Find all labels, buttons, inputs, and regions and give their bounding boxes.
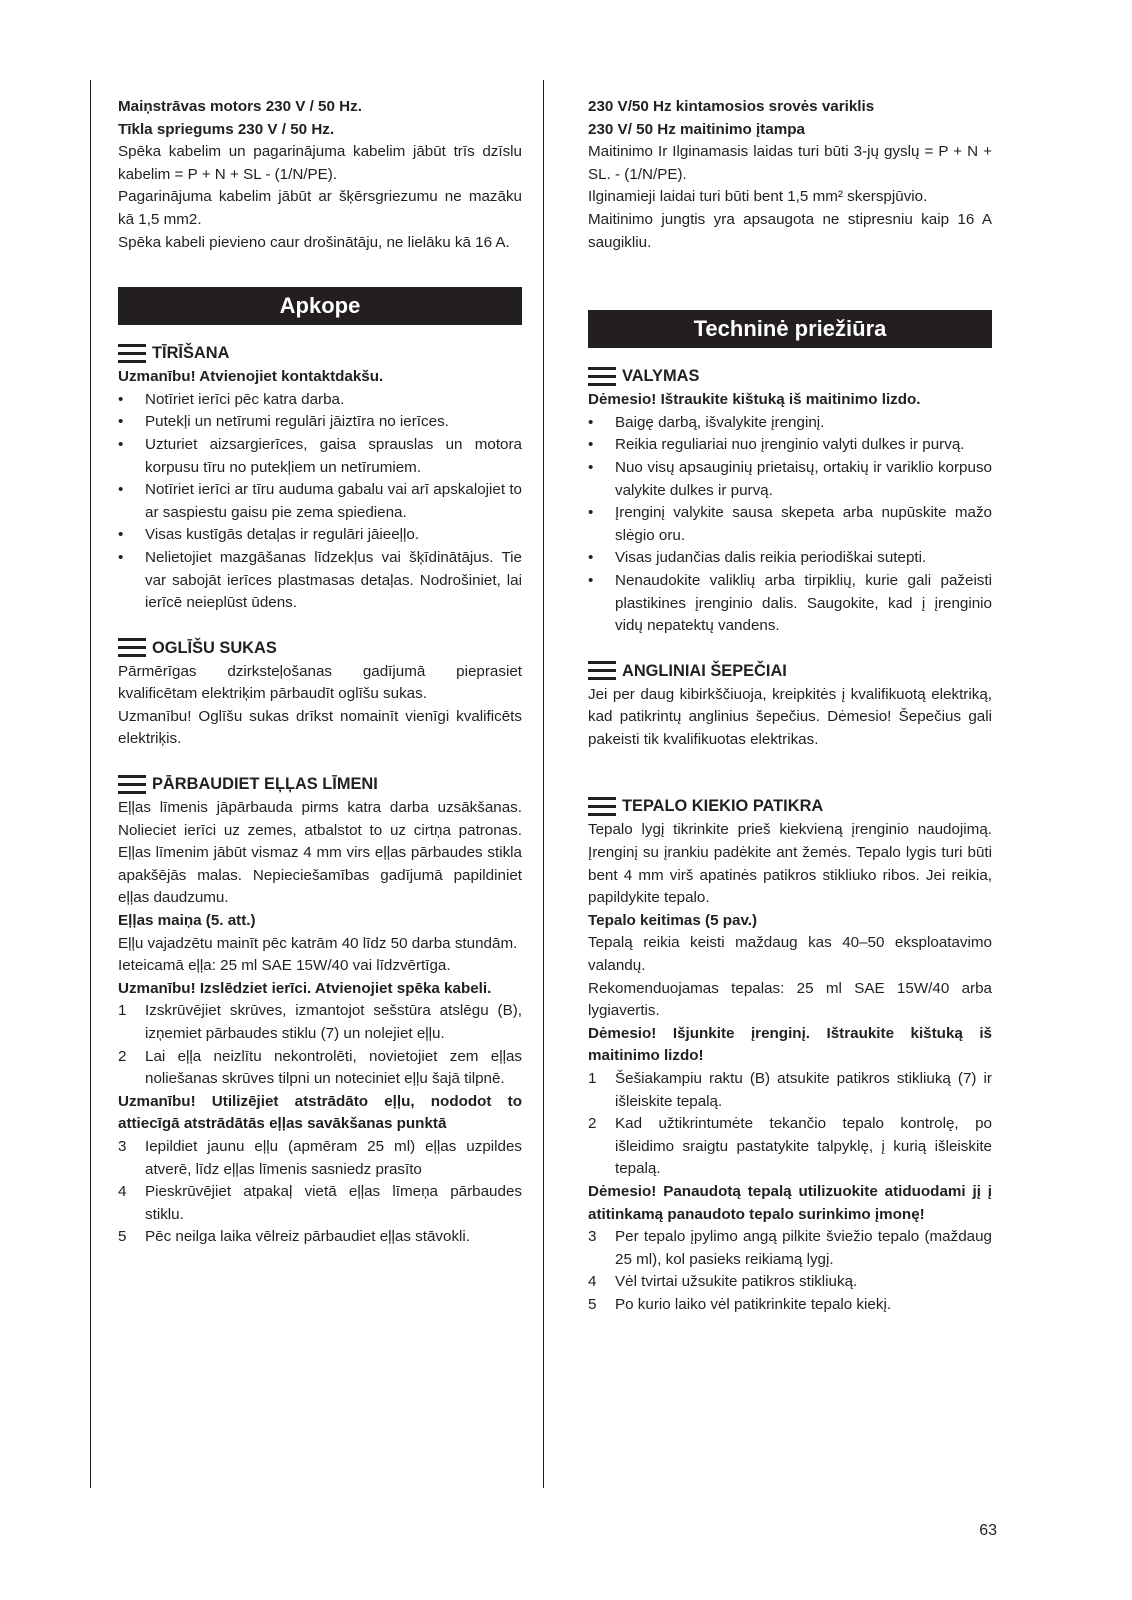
left-column — [118, 96, 522, 1249]
center-column-rule — [543, 80, 544, 1488]
brushes-paragraph: Jei per daug kibirkščiuoja, kreipkitės į kvalifikuotą elektriką, kad patikrintų anglinius šepečius. Dėmesio! Šepečius gali pakeisti tik kvalifikuotas elektrikas. — [588, 685, 992, 748]
oil-paragraph: Tepalą reikia keisti maždaug kas 40–50 eksploatavimo valandų. — [588, 934, 992, 975]
subsection-heading — [588, 793, 992, 819]
list-item: • Nelietojiet mazgāšanas līdzekļus vai šķīdinātājus. Tie var sabojāt ierīces plastmasas detaļas. Nodrošiniet, lai ierīcē neieplūst ūdens. — [118, 548, 522, 612]
list-lines-icon — [588, 661, 616, 680]
list-item: • Putekļi un netīrumi regulāri jāiztīra no ierīces. — [118, 413, 449, 431]
oil-steps — [588, 1226, 992, 1316]
list-item: • Įrenginį valykite sausa skepeta arba nupūskite mažo slėgio oru. — [588, 504, 992, 544]
section-title-bar: Techninė priežiūra — [588, 310, 992, 348]
list-item: • Notīriet ierīci ar tīru auduma gabalu vai arī apskalojiet to ar saspiestu gaisu pie zema spiediena. — [118, 481, 522, 521]
list-item: 3 Per tepalo įpylimo angą pilkite šviežio tepalo (maždaug 25 ml), kol pasieks reikiamą lygį. — [588, 1228, 992, 1268]
list-item: 1 Izskrūvējiet skrūves, izmantojot sešstūra atslēgu (B), izņemiet pārbaudes stiklu (7) un nolejiet eļļu. — [118, 1002, 522, 1042]
list-lines-icon — [118, 344, 146, 363]
left-column-rule — [90, 80, 91, 1488]
oil-steps — [118, 1136, 522, 1249]
oil-paragraph: Eļļas līmenis jāpārbauda pirms katra darba uzsākšanas. Nolieciet ierīci uz zemes, atbalstot to uz cirtņa patronas. Eļļas līmenim jābūt vismaz 4 mm virs eļļas pārbaudes stikla apakšējās malas. Nepieciešamības gadījumā papildiniet eļļas daudzumu. — [118, 799, 522, 907]
oil-paragraph: Dėmesio! Išjunkite įrenginį. Ištraukite kištuką iš maitinimo lizdo! — [588, 1024, 992, 1065]
list-item: • Visas kustīgās detaļas ir regulāri jāieeļļo. — [118, 526, 420, 544]
right-column — [588, 96, 992, 1317]
list-item: 5 Po kurio laiko vėl patikrinkite tepalo kiekį. — [588, 1295, 892, 1313]
list-item: 2 Kad užtikrintumėte tekančio tepalo kontrolę, po išleidimo sraigtu pastatykite talpyklę, į kurią išleiskite tepalą. — [588, 1115, 992, 1178]
cleaning-warning: Uzmanību! Atvienojiet kontaktdakšu. — [118, 368, 384, 386]
heading-text: PĀRBAUDIET EĻĻAS LĪMENI — [152, 775, 378, 794]
subsection-heading — [588, 363, 992, 389]
intro-line: 230 V/ 50 Hz maitinimo įtampa — [588, 120, 805, 138]
subsection-heading — [588, 658, 992, 684]
list-lines-icon — [118, 638, 146, 657]
intro-line: Pagarinājuma kabelim jābūt ar šķērsgriezumu ne mazāku kā 1,5 mm2. — [118, 188, 522, 228]
list-item: • Reikia reguliariai nuo įrenginio valyti dulkes ir purvą. — [588, 436, 965, 454]
list-item: • Uzturiet aizsargierīces, gaisa sprauslas un motora korpusu tīru no putekļiem un netīrumiem. — [118, 435, 522, 476]
intro-line: Spēka kabelim un pagarinājuma kabelim jābūt trīs dzīslu kabelim = P + N + SL - (1/N/PE). — [118, 143, 522, 183]
list-item: 2 Lai eļļa neizlītu nekontrolēti, novietojiet zem eļļas noliešanas skrūves tilpni un noteciniet eļļu šajā tilpnē. — [118, 1047, 522, 1088]
intro-line: 230 V/50 Hz kintamosios srovės variklis — [588, 98, 875, 115]
list-item: • Notīriet ierīci pēc katra darba. — [118, 390, 345, 408]
list-item: 1 Šešiakampiu raktu (B) atsukite patikros stikliuką (7) ir išleiskite tepalą. — [588, 1070, 992, 1110]
list-lines-icon — [588, 797, 616, 816]
list-lines-icon — [118, 775, 146, 794]
intro-line: Spēka kabeli pievieno caur drošinātāju, ne lielāku kā 16 A. — [118, 233, 510, 251]
list-item: 3 Iepildiet jaunu eļļu (apmēram 25 ml) eļļas uzpildes atverē, līdz eļļas līmenis sasniedz prasīto — [118, 1137, 522, 1178]
oil-paragraph: Tepalo keitimas (5 pav.) — [588, 911, 758, 929]
brushes-paragraph: Pārmērīgas dzirksteļošanas gadījumā pieprasiet kvalificētam elektriķim pārbaudīt oglīšu sukas. — [118, 662, 522, 703]
list-item: 4 Vėl tvirtai užsukite patikros stikliuką. — [588, 1273, 858, 1291]
list-item: • Nuo visų apsauginių prietaisų, ortakių ir variklio korpuso valykite dulkes ir purvą. — [588, 458, 992, 499]
list-item: 5 Pēc neilga laika vēlreiz pārbaudiet eļļas stāvokli. — [118, 1228, 471, 1246]
cleaning-warning: Dėmesio! Ištraukite kištuką iš maitinimo lizdo. — [588, 391, 921, 409]
cleaning-list — [588, 412, 992, 638]
heading-text: OGLĪŠU SUKAS — [152, 638, 277, 657]
subsection-heading — [118, 635, 522, 661]
oil-steps — [118, 1000, 522, 1090]
oil-paragraph: Eļļu vajadzētu mainīt pēc katrām 40 līdz 50 darba stundām. — [118, 934, 518, 952]
list-item: 4 Pieskrūvējiet atpakaļ vietā eļļas līmeņa pārbaudes stiklu. — [118, 1183, 522, 1223]
list-item: • Baigę darbą, išvalykite įrenginį. — [588, 413, 825, 431]
electrical-intro — [588, 96, 992, 254]
list-item: • Nenaudokite valiklių arba tirpiklių, kurie gali pažeisti plastikines įrenginio dalis. Saugokite, kad į įrenginio vidų nepatektų vandens. — [588, 571, 992, 635]
subsection-heading — [118, 340, 522, 366]
oil-paragraph: Rekomenduojamas tepalas: 25 ml SAE 15W/40 arba lygiavertis. — [588, 979, 992, 1020]
subsection-heading — [118, 771, 522, 797]
electrical-intro — [118, 96, 522, 254]
page-number: 63 — [979, 1522, 997, 1539]
oil-paragraph: Uzmanību! Izslēdziet ierīci. Atvienojiet spēka kabeli. — [118, 979, 492, 997]
heading-text: ANGLINIAI ŠEPEČIAI — [622, 661, 787, 680]
intro-line: Maitinimo jungtis yra apsaugota ne stipresniu kaip 16 A saugikliu. — [588, 210, 992, 251]
list-item: • Visas judančias dalis reikia periodiškai sutepti. — [588, 549, 927, 567]
intro-line: Ilginamieji laidai turi būti bent 1,5 mm² skerspjūvio. — [588, 188, 928, 206]
intro-line: Tīkla spriegums 230 V / 50 Hz. — [118, 120, 335, 138]
heading-text: VALYMAS — [622, 367, 700, 386]
list-lines-icon — [588, 367, 616, 386]
oil-paragraph: Eļļas maiņa (5. att.) — [118, 912, 256, 930]
cleaning-list — [118, 389, 522, 615]
intro-line: Maitinimo Ir Ilginamasis laidas turi būti 3-jų gyslų = P + N + SL. - (1/N/PE). — [588, 143, 992, 183]
intro-line: Maiņstrāvas motors 230 V / 50 Hz. — [118, 98, 362, 115]
heading-text: TEPALO KIEKIO PATIKRA — [622, 797, 824, 816]
oil-steps — [588, 1068, 992, 1181]
oil-paragraph: Uzmanību! Utilizējiet atstrādāto eļļu, nododot to attiecīgā atstrādātās eļļas savākšanas punktā — [118, 1092, 522, 1133]
brushes-paragraph: Uzmanību! Oglīšu sukas drīkst nomainīt vienīgi kvalificēts elektriķis. — [118, 707, 522, 748]
oil-paragraph: Tepalo lygį tikrinkite prieš kiekvieną įrenginio naudojimą. Įrenginį su įrankiu padėkite ant žemės. Tepalo lygis turi būti bent 4 mm virš apatinės patikros stikliuko ribos. Jei reikia, papildykite tepalo. — [588, 821, 992, 907]
oil-paragraph: Ieteicamā eļļa: 25 ml SAE 15W/40 vai līdzvērtīga. — [118, 957, 451, 975]
oil-paragraph: Dėmesio! Panaudotą tepalą utilizuokite atiduodami jį į atitinkamą panaudoto tepalo surinkimo įmonę! — [588, 1182, 992, 1223]
section-title-bar: Apkope — [118, 287, 522, 325]
heading-text: TĪRĪŠANA — [152, 344, 230, 363]
